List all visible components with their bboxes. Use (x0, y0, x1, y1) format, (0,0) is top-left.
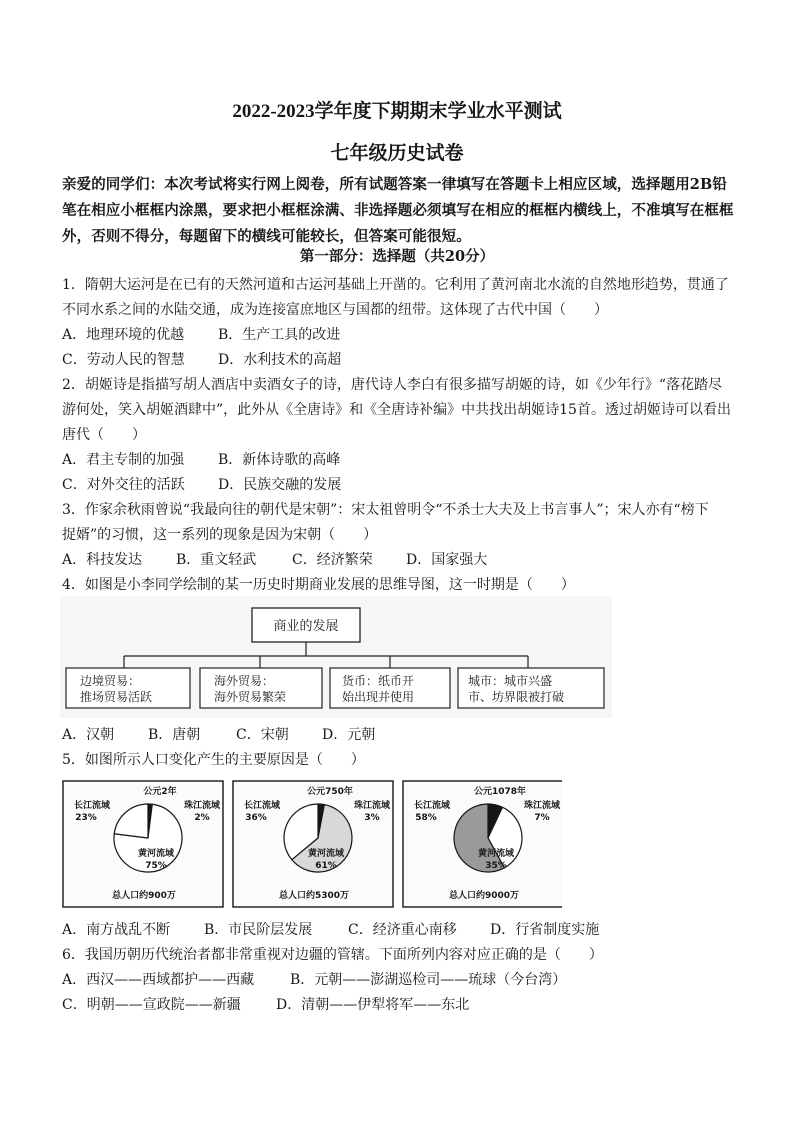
pie-cj-value-3: 58% (415, 813, 437, 823)
pie-zj-name-3: 珠江流域 (523, 801, 561, 811)
pie-total-label-1: 总人口约900万 (112, 891, 176, 901)
q2-option-d: D．民族交融的发展 (218, 477, 342, 493)
q3-option-c: C．经济繁荣 (292, 552, 373, 568)
mind-map-box1-line2: 推场贸易活跃 (80, 690, 153, 704)
q6-option-d: D．清朝——伊犁将军——东北 (276, 997, 470, 1013)
exam-notice: 亲爱的同学们：本次考试将实行网上阅卷，所有试题答案一律填写在答题卡上相应区域，选择题用2B铅笔在相应小框框内涂黑，要求把小框框涂满、非选择题必须填写在相应的框框内横线上，不准填写在框框外，否则不得分，每题留下的横线可能较长，但答案可能很短。 (62, 176, 734, 245)
q6-stem: 6．我国历朝历代统治者都非常重视对边疆的管辖。下面所列内容对应正确的是（ ） (62, 947, 603, 963)
mind-map-box3-line2: 始出现并使用 (342, 690, 415, 704)
section-title: 第一部分：选择题（共20分） (299, 248, 495, 265)
pie-zj-value-3: 7% (534, 813, 550, 823)
mind-map-box1-line1: 边境贸易： (80, 674, 141, 688)
q3-option-d: D．国家强大 (406, 552, 488, 568)
pie-hh-name-1: 黄河流域 (137, 849, 175, 859)
q3-stem-line2: 捉婿”的习惯，这一系列的现象是因为宋朝（ ） (62, 527, 378, 543)
q6-option-c: C．明朝——宣政院——新疆 (62, 997, 241, 1013)
mind-map-box3-line1: 货币：纸币开 (342, 674, 415, 688)
pie-cj-name-1: 长江流域 (73, 801, 111, 811)
pie-year-label-1: 公元2年 (143, 787, 177, 797)
mind-map-box2-line2: 海外贸易繁荣 (214, 690, 287, 704)
pie-zj-value-2: 3% (364, 813, 380, 823)
q2-option-c: C．对外交往的活跃 (62, 477, 185, 493)
q5-option-a: A．南方战乱不断 (62, 922, 171, 938)
mind-map-box4-line2: 市、坊界限被打破 (468, 690, 565, 704)
q2-stem-line1: 2．胡姬诗是指描写胡人酒店中卖酒女子的诗，唐代诗人李白有很多描写胡姬的诗，如《少年行》“落花踏尽 (62, 377, 723, 393)
q2-stem-line2: 游何处，笑入胡姬酒肆中”，此外从《全唐诗》和《全唐诗补编》中共找出胡姬诗15首。透过胡姬诗可以看出 (62, 402, 731, 418)
pie-cj-name-3: 长江流域 (413, 801, 451, 811)
exam-title: 2022-2023学年度下期期末学业水平测试 (232, 101, 562, 122)
q4-option-c: C．宋朝 (236, 727, 289, 743)
q6-option-a: A．西汉——西域都护——西藏 (62, 972, 255, 988)
q1-stem-line1: 1．隋朝大运河是在已有的天然河道和古运河基础上开凿的。它利用了黄河南北水流的自然地形趋势，贯通了 (62, 277, 729, 293)
pie-total-label-2: 总人口约5300万 (278, 891, 350, 901)
pie-zj-value-1: 2% (194, 813, 210, 823)
q6-option-b: B．元朝——澎湖巡检司——琉球（今台湾） (290, 972, 567, 988)
q5-option-d: D．行省制度实施 (490, 922, 600, 938)
q2-option-a: A．君主专制的加强 (62, 452, 185, 468)
q2-option-b: B．新体诗歌的高峰 (218, 452, 341, 468)
q4-option-a: A．汉朝 (62, 727, 115, 743)
q4-option-b: B．唐朝 (148, 727, 201, 743)
q3-option-b: B．重文轻武 (176, 552, 257, 568)
pie-hh-name-3: 黄河流域 (477, 849, 515, 859)
pie-zj-name-2: 珠江流域 (353, 801, 391, 811)
exam-subtitle: 七年级历史试卷 (330, 143, 464, 164)
q5-option-c: C．经济重心南移 (348, 922, 457, 938)
pie-hh-value-1: 75% (145, 861, 167, 871)
mind-map-box2-line1: 海外贸易： (214, 674, 275, 688)
commerce-mind-map (60, 596, 612, 718)
q3-stem-line1: 3．作家余秋雨曾说“我最向往的朝代是宋朝”：宋太祖曾明令“不杀士大夫及上书言事人”；宋人亦有“榜下 (62, 502, 709, 518)
pie-cj-value-2: 36% (245, 813, 267, 823)
pie-year-label-3: 公元1078年 (473, 787, 527, 797)
pie-total-label-3: 总人口约9000万 (448, 891, 520, 901)
pie-hh-value-2: 61% (315, 861, 337, 871)
mind-map-box4-line1: 城市：城市兴盛 (468, 674, 553, 688)
mind-map-root-label: 商业的发展 (273, 619, 339, 634)
pie-hh-value-3: 35% (485, 861, 507, 871)
q1-option-a: A．地理环境的优越 (62, 327, 185, 343)
pie-cj-value-1: 23% (75, 813, 97, 823)
q5-stem: 5．如图所示人口变化产生的主要原因是（ ） (62, 752, 365, 768)
population-pie-charts (62, 780, 562, 908)
q3-option-a: A．科技发达 (62, 552, 143, 568)
q4-option-d: D．元朝 (322, 727, 376, 743)
pie-zj-name-1: 珠江流域 (183, 801, 221, 811)
q1-option-d: D．水利技术的高超 (218, 352, 342, 368)
q1-option-b: B．生产工具的改进 (218, 327, 341, 343)
pie-hh-name-2: 黄河流域 (307, 849, 345, 859)
q4-stem: 4．如图是小李同学绘制的某一历史时期商业发展的思维导图，这一时期是（ ） (62, 577, 575, 593)
q1-stem-line2: 不同水系之间的水陆交通，成为连接富庶地区与国都的纽带。这体现了古代中国（ ） (62, 302, 608, 318)
pie-cj-name-2: 长江流域 (243, 801, 281, 811)
q2-stem-line3: 唐代（ ） (62, 427, 146, 443)
pie-year-label-2: 公元750年 (307, 787, 353, 797)
q1-option-c: C．劳动人民的智慧 (62, 352, 185, 368)
q5-option-b: B．市民阶层发展 (204, 922, 313, 938)
